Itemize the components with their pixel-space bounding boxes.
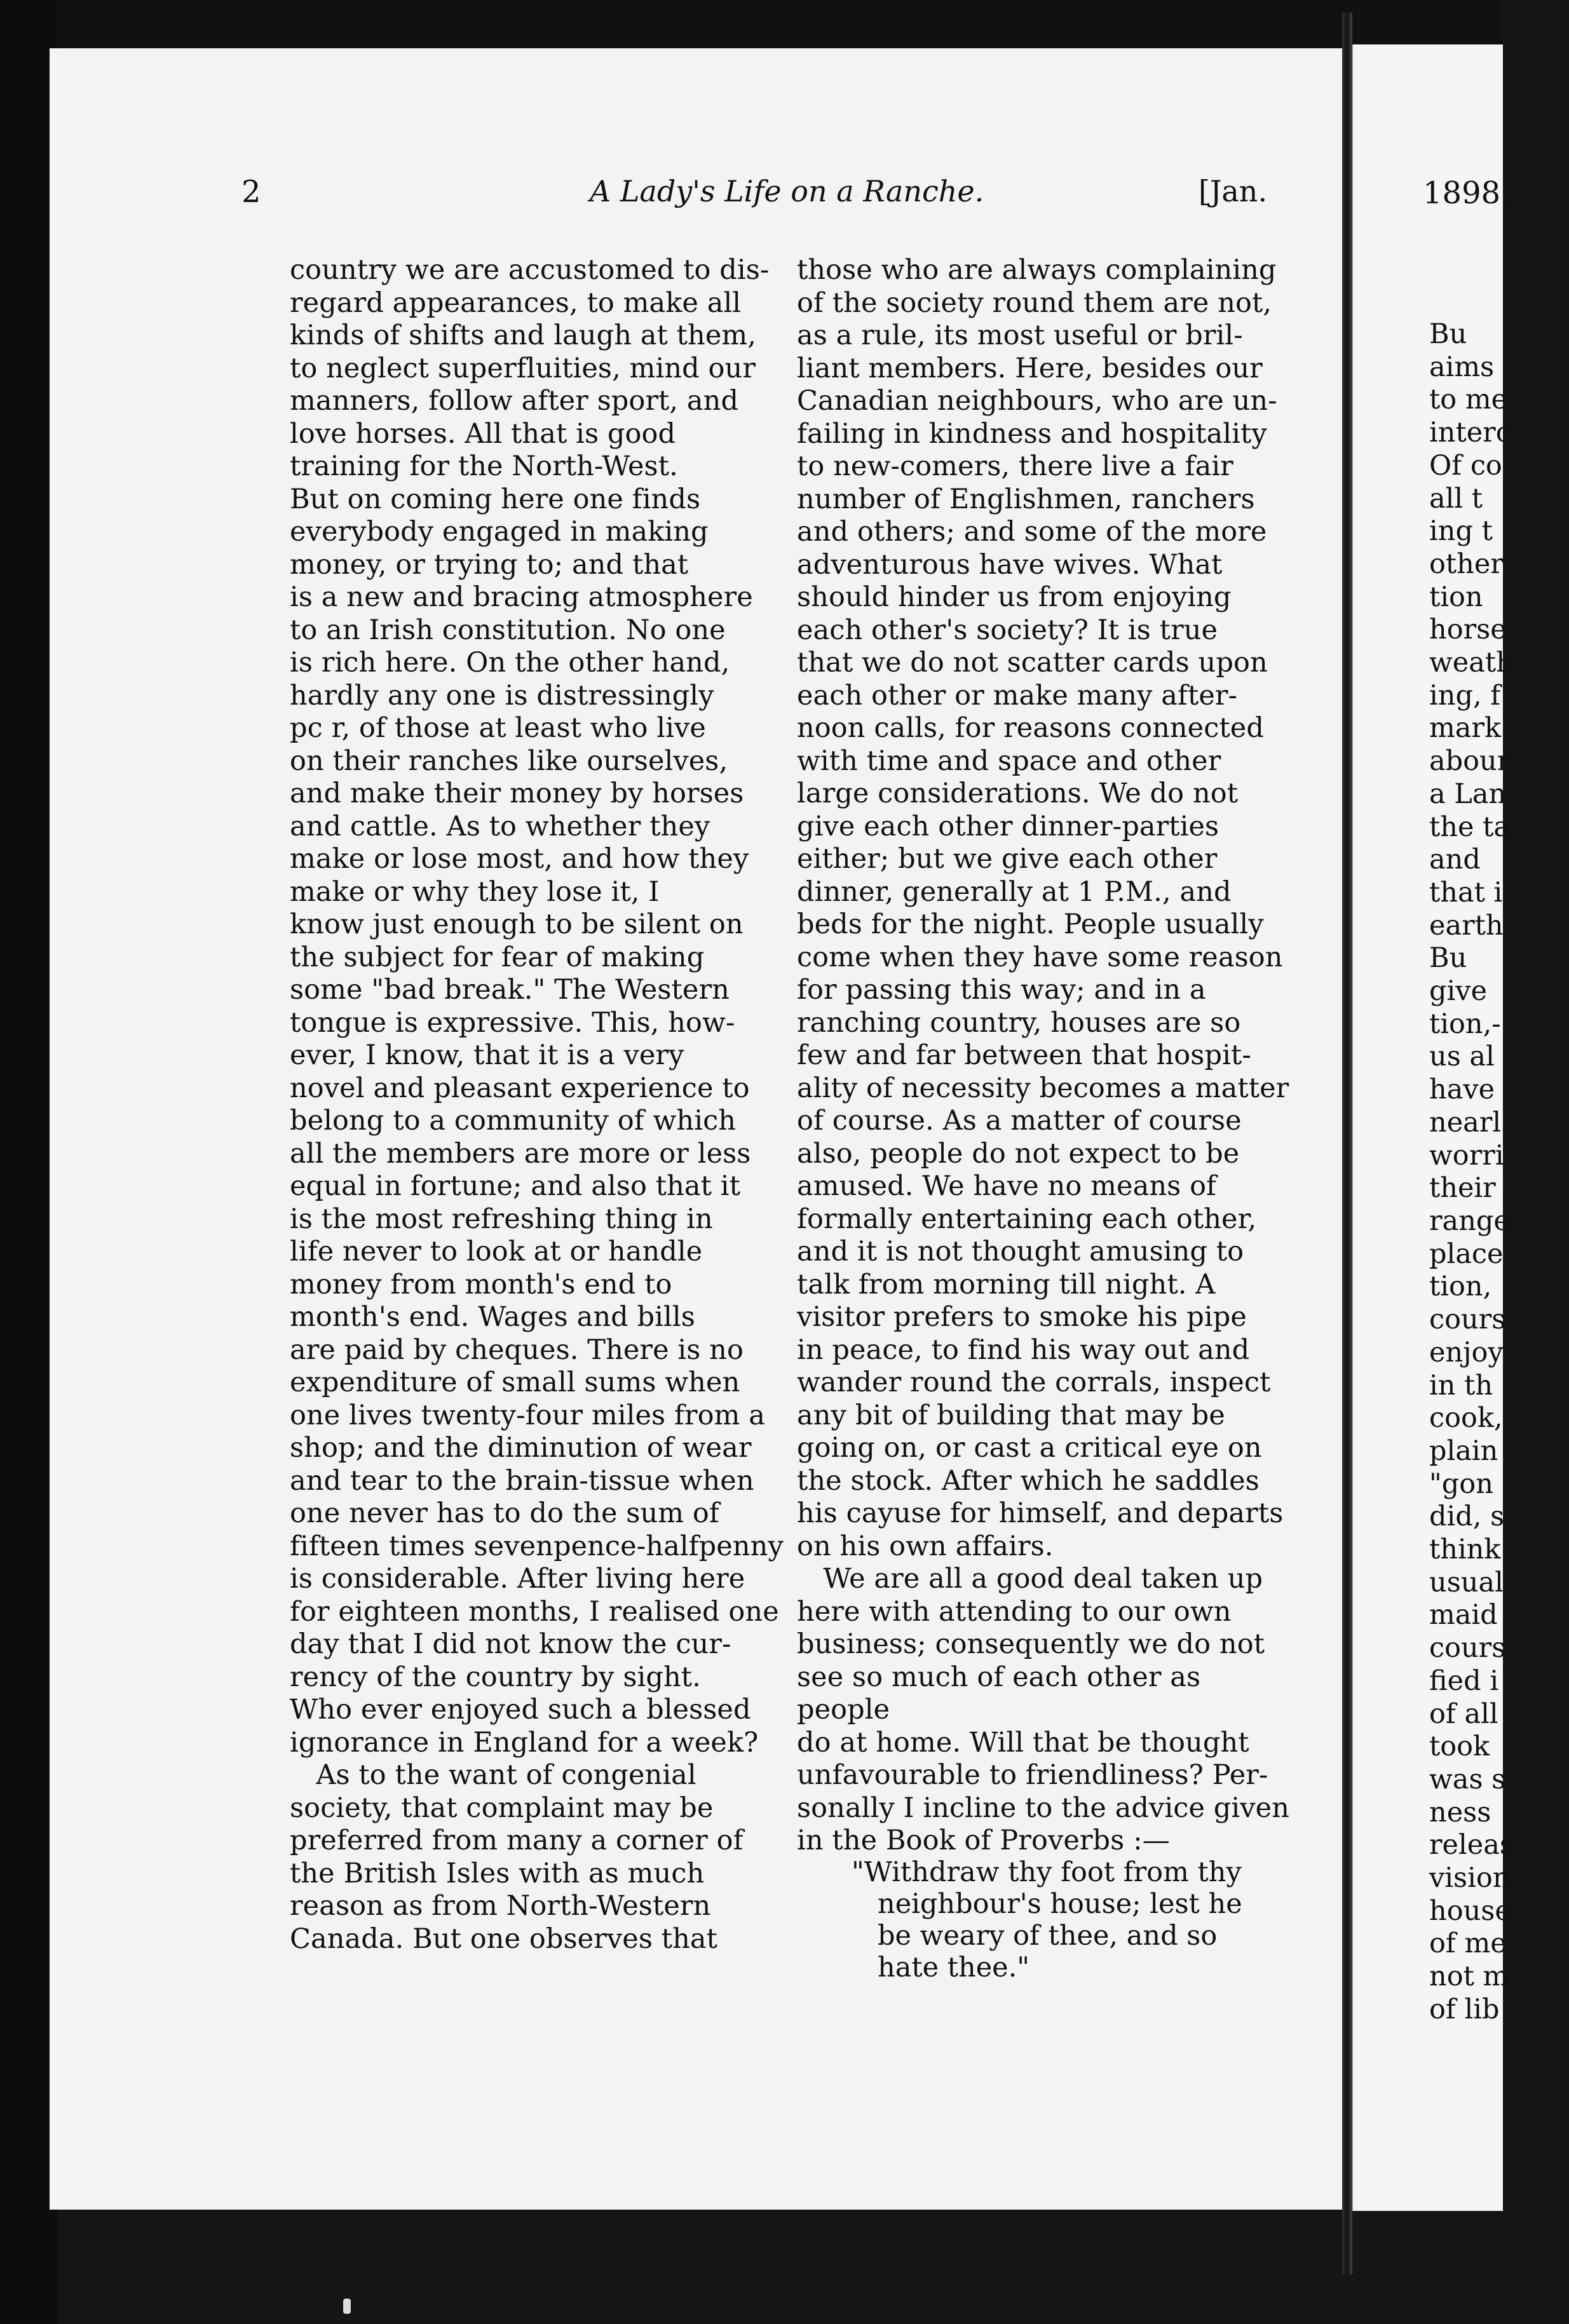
- running-title: A Lady's Life on a Ranche.: [590, 174, 984, 208]
- top-border: [0, 0, 1502, 56]
- book-spine: [1342, 13, 1352, 2274]
- proverbs-quote: "Withdraw thy foot from thy neighbour's house; lest he be weary of thee, and so hate thee.": [852, 1856, 1242, 1983]
- page-header: [241, 174, 1290, 221]
- text-column-left: country we are accustomed to dis- regard appearances, to make all kinds of shifts and laugh at them, to neglect superfluities, mind our manners, follow after sport, and love horses. All that is good training for the North-West. But on coming here one finds everybody engaged in making money, or trying to; and that is a new and bracing atmosphere to an Irish constitution. No one is rich here. On the other hand, hardly any one is distressingly pc r, of those at least who live on their ranches like ourselves, and make their money by horses and cattle. As to whether they make or lose most, and how they make or why they lose it, I know just enough to be silent on the subject for fear of making some "bad break." The Western tongue is expressive. This, how- ever, I know, that it is a very novel and pleasant experience to belong to a community of which all the members are more or less equal in fortune; and also that it is the most refreshing thing in life never to look at or handle money from month's end to month's end. Wages and bills are paid by cheques. There is no expenditure of small sums when one lives twenty-four miles from a shop; and the diminution of wear and tear to the brain-tissue when one never has to do the sum of fifteen times sevenpence-halfpenny is considerable. After living here for eighteen months, I realised one day that I did not know the cur- rency of the country by sight. Who ever enjoyed such a blessed ignorance in England for a week? As to the want of congenial society, that complaint may be preferred from many a corner of the British Isles with as much reason as from North-Western Canada. But one observes that: [290, 254, 784, 1955]
- book-page-right-fragment: [1352, 44, 1514, 2211]
- header-date: [Jan.: [1199, 174, 1268, 208]
- page-number: 2: [241, 174, 261, 210]
- text-column-right: those who are always complaining of the society round them are not, as a rule, its most useful or bril- liant members. Here, besides our Canadian neighbours, who are un- failing in kindness and hospitality to new-comers, there live a fair number of Englishmen, ranchers and others; and some of the more adventurous have wives. What should hinder us from enjoying each other's society? It is true that we do not scatter cards upon each other or make many after- noon calls, for reasons connected with time and space and other large considerations. We do not give each other dinner-parties either; but we give each other dinner, generally at 1 P.M., and beds for the night. People usually come when they have some reason for passing this way; and in a ranching country, houses are so few and far between that hospit- ality of necessity becomes a matter of course. As a matter of course also, people do not expect to be amused. We have no means of formally entertaining each other, and it is not thought amusing to talk from morning till night. A visitor prefers to smoke his pipe in peace, to find his way out and wander round the corrals, inspect any bit of building that may be going on, or cast a critical eye on the stock. After which he saddles his cayuse for himself, and departs on his own affairs. We are all a good deal taken up here with attending to our own business; consequently we do not see so much of each other as people do at home. Will that be thought unfavourable to friendliness? Per- sonally I incline to the advice given in the Book of Proverbs :—: [797, 254, 1289, 1856]
- left-border: [0, 0, 57, 2324]
- right-page-year: 1898.: [1423, 175, 1511, 211]
- scan-artifact: [343, 2299, 351, 2314]
- right-page-text-fragment: Bu aims to me interc Of co all t ing t other tion horse weath ing, f mark abour a Lan the ta and that i earth Bu give tion,- us al have nearl worri their range place tion, cours enjoy in th cook, plain "gon did, s think usual maid cours fied i of all took was s ness releas vision house of me not m of lib: [1429, 318, 1514, 2025]
